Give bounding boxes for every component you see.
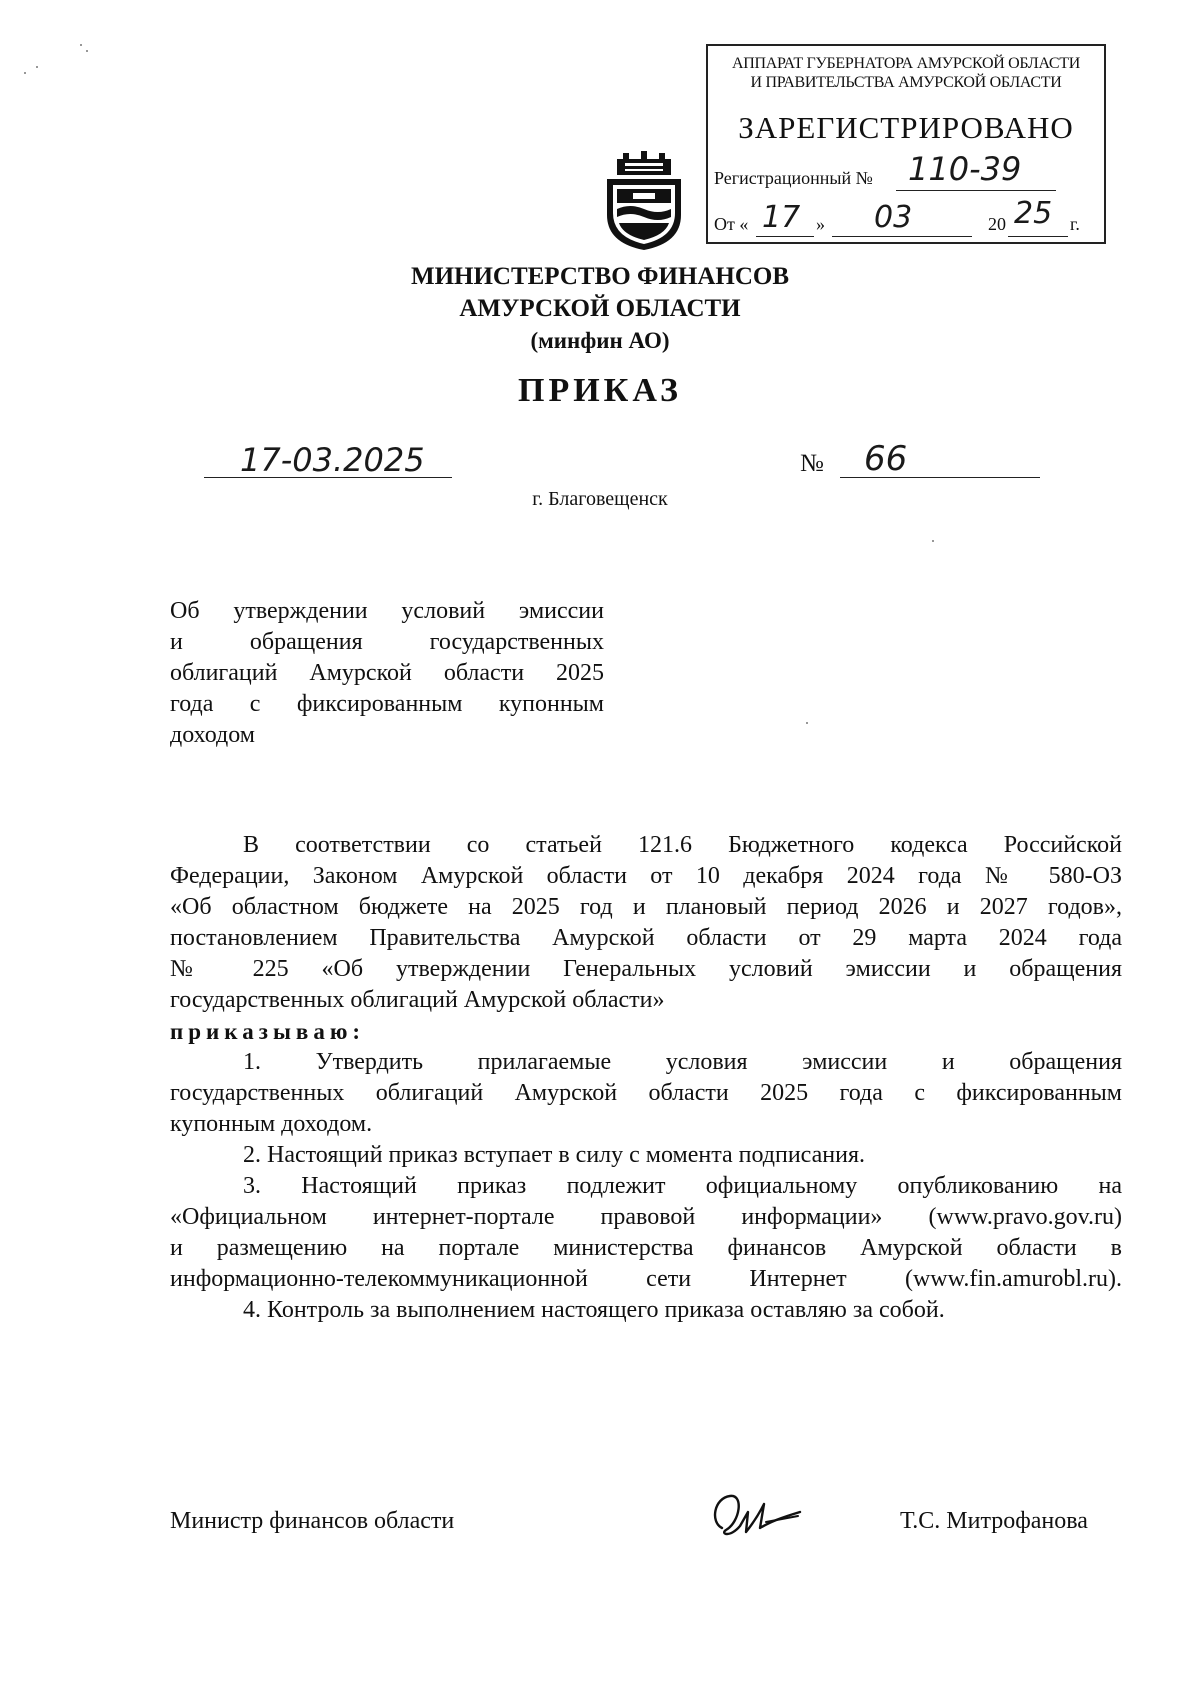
signatory-name: Т.С. Митрофанова (900, 1508, 1088, 1534)
stamp-org-line1: АППАРАТ ГУБЕРНАТОРА АМУРСКОЙ ОБЛАСТИ (731, 55, 1081, 72)
preamble-line: В соответствии со статьей 121.6 Бюджетного кодекса Российской (243, 832, 1122, 858)
scan-speck (932, 540, 934, 542)
stamp-month: 03 (874, 200, 913, 235)
stamp-day-close: » (816, 214, 825, 234)
preamble-line: Федерации, Законом Амурской области от 10 декабря 2024 года № 580-ОЗ (170, 863, 1122, 889)
scan-speck (36, 66, 38, 68)
preamble-line: государственных облигаций Амурской области» (170, 987, 665, 1013)
number-label: № (800, 450, 824, 477)
stamp-org-line2: И ПРАВИТЕЛЬСТВА АМУРСКОЙ ОБЛАСТИ (750, 74, 1062, 91)
handwritten-signature (700, 1482, 810, 1546)
scan-speck (86, 50, 88, 52)
stamp-status: ЗАРЕГИСТРИРОВАНО (738, 110, 1074, 145)
registration-stamp (706, 44, 1106, 244)
stamp-day-line (756, 200, 814, 237)
preamble-line: постановлением Правительства Амурской области от 29 марта 2024 года (170, 925, 1122, 951)
signatory-title: Министр финансов области (170, 1508, 455, 1534)
stamp-month-line (832, 200, 972, 237)
ministry-short-name: (минфин АО) (530, 328, 670, 353)
item-1-line: 1. Утвердить прилагаемые условия эмиссии и обращения (243, 1049, 1122, 1075)
ministry-name-line2: АМУРСКОЙ ОБЛАСТИ (459, 295, 741, 322)
item-3-line: «Официальном интернет-портале правовой информации» (www.pravo.gov.ru) (170, 1204, 1122, 1230)
item-1-line: государственных облигаций Амурской области 2025 года с фиксированным (170, 1080, 1122, 1106)
scan-speck (806, 722, 808, 724)
stamp-year-line (1008, 196, 1068, 237)
subject-line: доходом (170, 722, 255, 748)
stamp-date-row (714, 214, 748, 235)
order-word: приказываю: (170, 1019, 366, 1044)
city: г. Благовещенск (532, 488, 668, 510)
item-2: 2. Настоящий приказ вступает в силу с момента подписания. (243, 1142, 866, 1168)
subject-line: облигаций Амурской области 2025 (170, 660, 604, 686)
item-3-line: 3. Настоящий приказ подлежит официальному опубликованию на (243, 1173, 1122, 1199)
subject-line: года с фиксированным купонным (170, 691, 604, 717)
order-date: 17-03.2025 (240, 441, 425, 479)
number-line (840, 441, 1040, 478)
subject-line: Об утверждении условий эмиссии (170, 598, 604, 624)
item-1-line: купонным доходом. (170, 1111, 373, 1137)
order-number: 66 (864, 439, 908, 479)
document-type: ПРИКАЗ (518, 372, 682, 409)
order-items (170, 1047, 1122, 1326)
item-3-line: информационно-телекоммуникационной сети Интернет (www.fin.amurobl.ru). (170, 1266, 1122, 1292)
scan-speck (24, 72, 26, 74)
stamp-day: 17 (762, 200, 801, 235)
subject-line: и обращения государственных (170, 629, 604, 655)
item-4: 4. Контроль за выполнением настоящего приказа оставляю за собой. (243, 1297, 945, 1323)
date-line (204, 441, 452, 478)
scan-speck (80, 44, 82, 46)
stamp-reg-number: 110-39 (908, 150, 1022, 188)
order-subject (170, 596, 604, 751)
stamp-year-prefix: 20 (988, 214, 1006, 234)
preamble-line: «Об областном бюджете на 2025 год и плановый период 2026 и 2027 годов», (170, 894, 1122, 920)
ministry-name-line1: МИНИСТЕРСТВО ФИНАНСОВ (410, 263, 790, 290)
coat-of-arms-icon (603, 151, 685, 251)
stamp-from-label: От « (714, 214, 749, 234)
stamp-reg-number-line (896, 150, 1056, 191)
stamp-year-g: г. (1070, 214, 1080, 234)
stamp-year-suffix: 25 (1014, 196, 1053, 231)
stamp-reg-label: Регистрационный № (714, 168, 873, 188)
preamble (170, 830, 1122, 1047)
preamble-line: № 225 «Об утверждении Генеральных условий эмиссии и обращения (170, 956, 1122, 982)
item-3-line: и размещению на портале министерства финансов Амурской области в (170, 1235, 1122, 1261)
stamp-reg-row (714, 168, 873, 189)
